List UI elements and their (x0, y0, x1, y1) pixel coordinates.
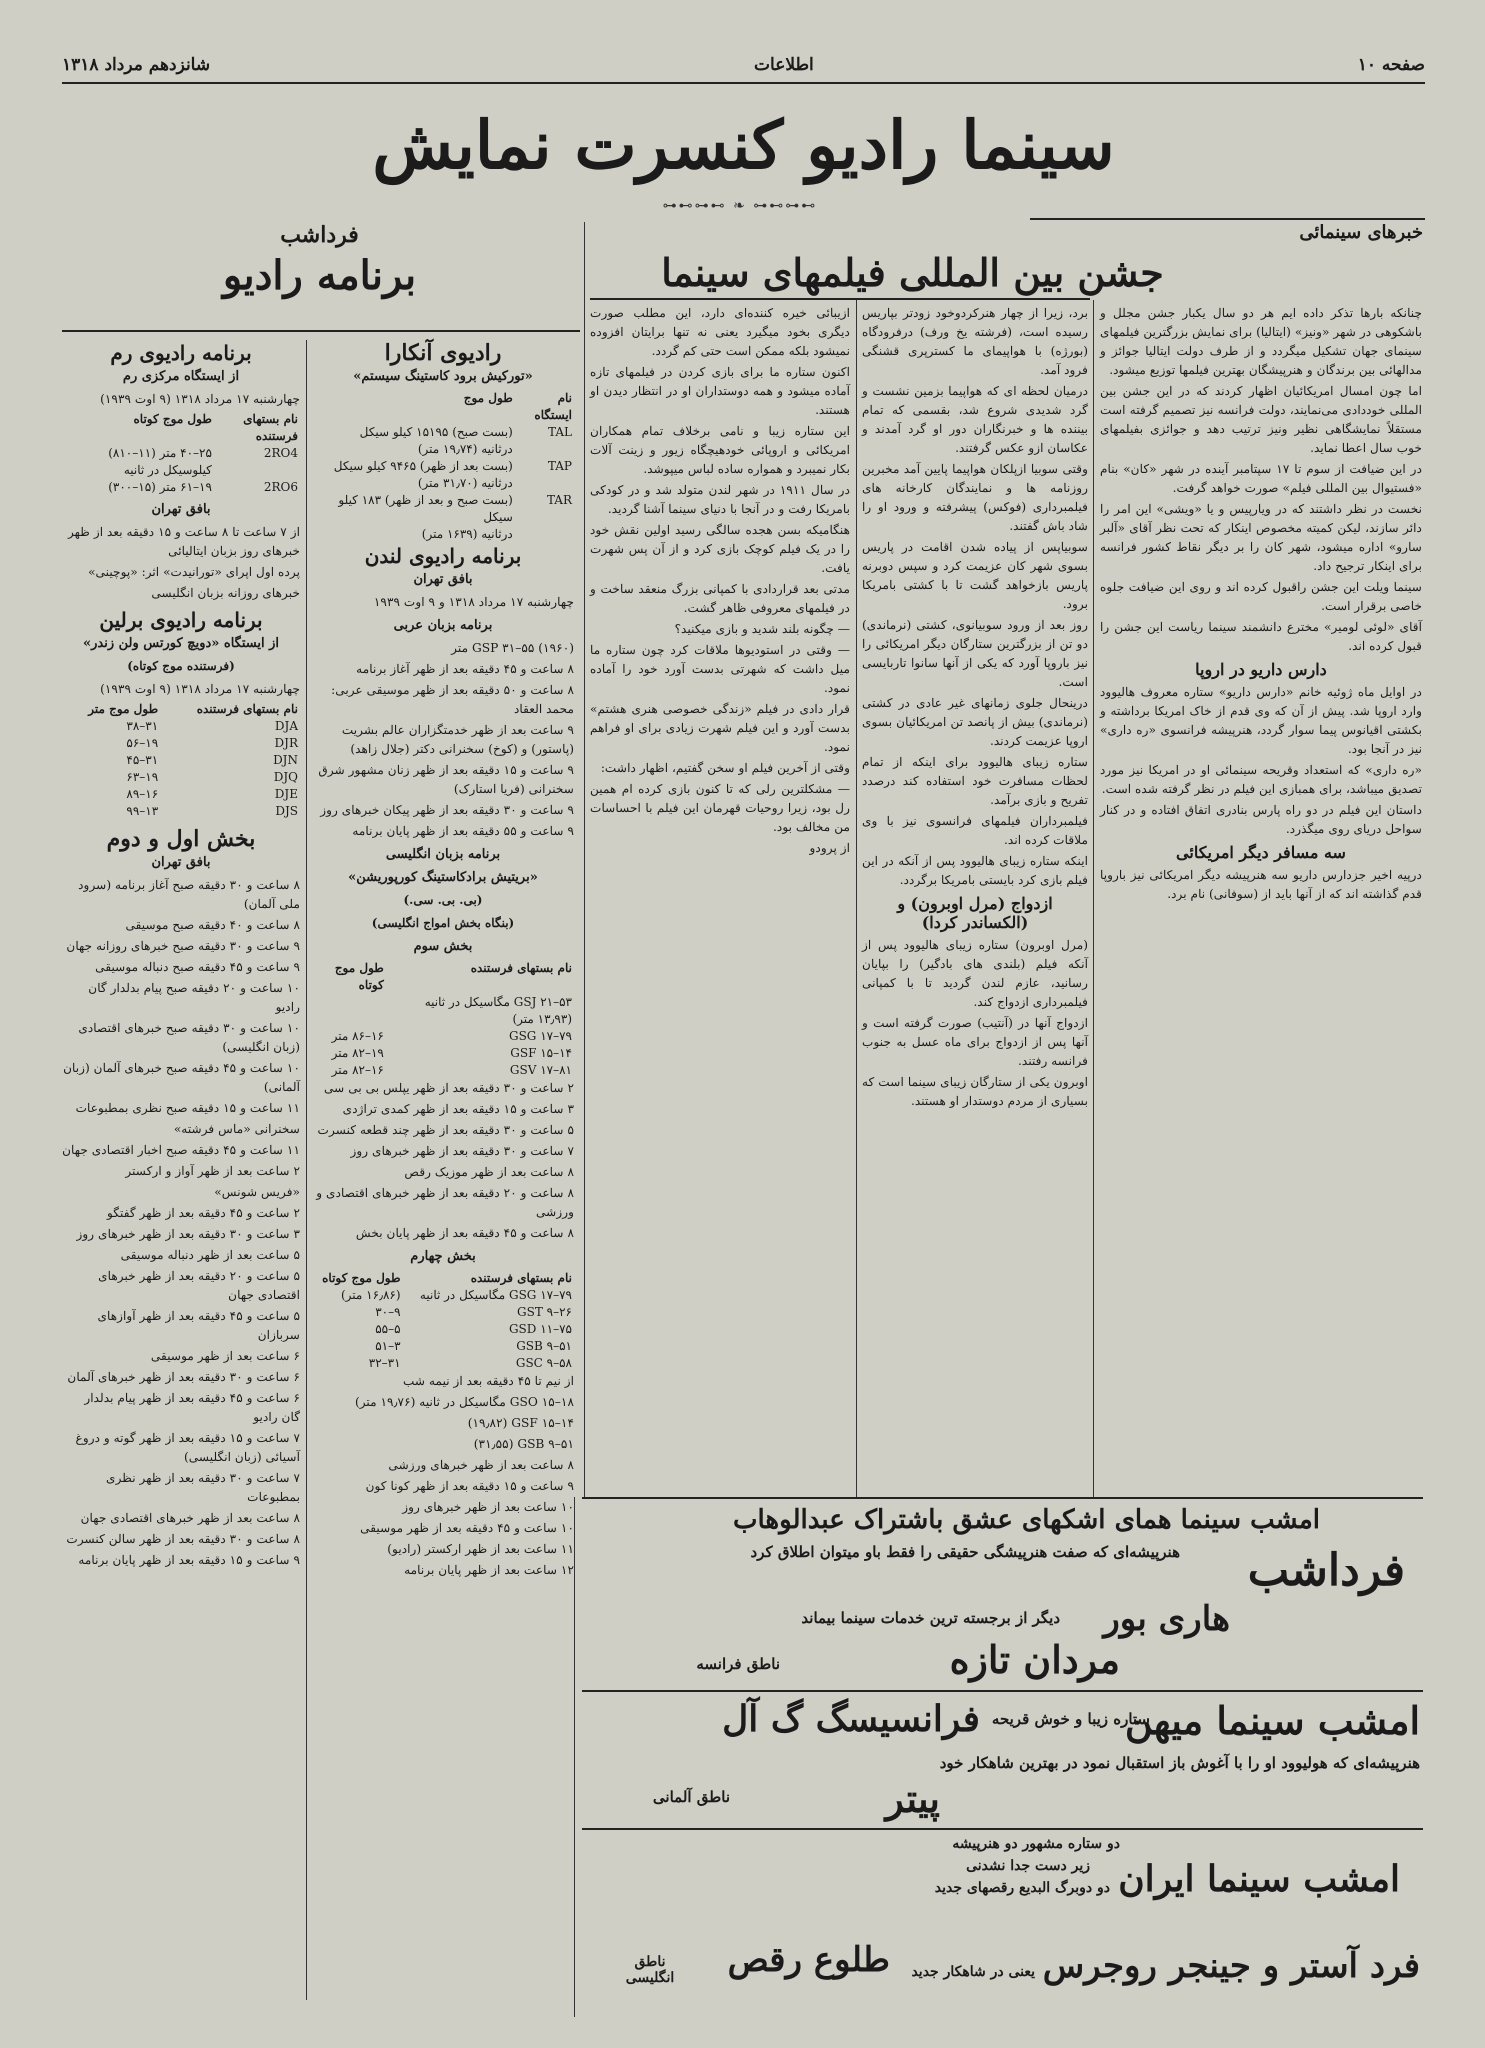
paragraph: قرار دادی در فیلم «زندگی خصوصی هنری هشتم» بدست آورد و این فیلم شهرت زیادی برای او فراهم نمود. (590, 702, 850, 754)
paragraph: سینما ویلت این جشن راقبول کرده اند و روی این ضیافت جلوه خاصی برقرار است. (1100, 580, 1422, 613)
schedule-item: ۹ ساعت و ۳۰ دقیقه صبح خبرهای روزانه جهان (66, 939, 300, 953)
schedule-item: سخنرانی «ماس فرشته» (173, 1122, 300, 1136)
schedule-item: GSO ۱۵–۱۸ مگاسیکل در ثانیه (۱۹٫۷۶ متر) (354, 1395, 574, 1409)
col-head: نام ایستگاه (534, 391, 572, 422)
table-row (312, 1355, 574, 1372)
news-column-1 (1100, 304, 1422, 1494)
table-row (62, 735, 300, 752)
table-row (62, 445, 300, 479)
paragraph: در این ضیافت از سوم تا ۱۷ سپتامبر آینده در شهر «کان» بنام «فستیوال بین المللی فیلم» صورت خواهد گرفت. (1100, 462, 1422, 495)
ad-language: ناطق آلمانی (652, 1788, 730, 1806)
headline-rule (590, 298, 1090, 300)
col-head: نام بستهای فرستنده (196, 702, 298, 716)
schedule-item: ۱۰ ساعت و ۲۰ دقیقه صبح پیام بدلدار گان رادیو (88, 981, 300, 1014)
paragraph: اکنون ستاره ما برای بازی کردن در فیلمهای تازه آماده میشود و همه دوستداران او در انتظار دیدن او هستند. (590, 365, 850, 417)
col-head: طول موج کوتاه (322, 1271, 401, 1285)
table-row (312, 1338, 574, 1355)
table-row (62, 769, 300, 786)
schedule-item: ۸ ساعت و ۴۰ دقیقه صبح موسیقی (125, 918, 300, 932)
freq: (بست صبح و بعد از ظهر) ۱۸۳ کیلو سیکل (338, 493, 513, 524)
paragraph: برد، زیرا از چهار هنرکردوخود زودتر بپاریس رسیده است، (فرشته یخ ورف) درفرودگاه (بورژه) با هواپیمای ما کسترپری قشنگی فرود آمد. (862, 306, 1088, 377)
wavelength: درثانیه (۱۶۳۹ متر) (421, 527, 513, 541)
bbc-label: (بی. بی. سی.) (403, 893, 483, 907)
header-rule (62, 82, 1425, 84)
cinema-homa-ad (590, 1505, 1420, 1685)
col-head: نام بستهای فرستنده (243, 412, 298, 443)
schedule-item: GSP ۳۱–۵۵ (۱۹۶۰) متر (451, 641, 574, 655)
schedule-item: ۹ ساعت و ۱۵ دقیقه بعد از ظهر کونا کون (365, 1479, 574, 1493)
ad-note: دیگر از برجسته ترین خدمات سینما بیماند (801, 1609, 1060, 1627)
part4-title: بخش چهارم (410, 1249, 476, 1264)
column-rule (856, 300, 857, 1497)
radio-date-line: فرداشب (280, 222, 359, 248)
schedule-item: ۱۱ ساعت بعد از ظهر ارکستر (رادیو) (387, 1542, 574, 1556)
table-row (312, 458, 574, 475)
call-sign: 2RO6 (263, 480, 298, 494)
issue-date: شانزدهم مرداد ۱۳۱۸ (62, 55, 211, 75)
ad-film-note: یعنی در شاهکار جدید (911, 1964, 1035, 1980)
ad-stars-line2: زیر دست جدا نشدنی (966, 1858, 1090, 1874)
paragraph: درینحال جلوی زمانهای غیر عادی در کشتی (نرماندی) بیش از پانصد تن امریکائیان بسوی اروپا عزیمت کردند. (862, 696, 1088, 748)
schedule-item: ۹ ساعت بعد از ظهر خدمتگزاران عالم بشریت (پاستور) و (کوخ) سخنرانی دکتر (جلال زاهد) (341, 723, 574, 756)
schedule-item: ۵ ساعت و ۴۵ دقیقه بعد از ظهر آوازهای سربازان (97, 1309, 300, 1342)
paper-name: اطلاعات (754, 55, 814, 75)
schedule-item: ۶ ساعت و ۳۰ دقیقه بعد از ظهر خبرهای آلمان (67, 1370, 300, 1384)
schedule-item: ۸ ساعت و ۲۰ دقیقه بعد از ظهر خبرهای اقتصادی و ورزشی (316, 1186, 574, 1219)
schedule-item: ۷ ساعت و ۳۰ دقیقه بعد از ظهر خبرهای روز (350, 1144, 574, 1158)
schedule-item: ۹ ساعت و ۵۵ دقیقه بعد از ظهر پایان برنامه (352, 824, 574, 838)
paragraph: داستان این فیلم در دو راه پارس بنادری اتفاق افتاده و در کنار سواحل دریای روی میگذرد. (1100, 803, 1422, 836)
station: GSC ۹–۵۸ (515, 1356, 572, 1370)
schedule-item: خبرهای روزانه بزبان انگلیسی (151, 586, 300, 600)
freq: (بست صبح) ۱۵۱۹۵ کیلو سیکل (359, 425, 513, 439)
paragraph: — چگونه بلند شدید و بازی میکنید؟ (674, 622, 850, 636)
station: GSV ۱۷–۸۱ (509, 1063, 572, 1077)
page-number: صفحه ۱۰ (1357, 55, 1425, 75)
schedule-item: ۹ ساعت و ۱۵ دقیقه بعد از ظهر زنان مشهور شرق سخنرانی (فریا استارک) (318, 763, 574, 796)
wavelength: ۱۹–۵۶ (126, 736, 159, 750)
table-row (312, 994, 574, 1028)
wavelength: ۳۱–۴۵ (126, 753, 159, 767)
cinema-iran-ad (590, 1836, 1420, 2026)
ankara-title: رادیوی آنکارا (384, 340, 502, 366)
schedule-item: ۱۰ ساعت بعد از ظهر خبرهای روز (402, 1500, 574, 1514)
table-row (312, 1321, 574, 1338)
table-row (62, 479, 300, 496)
ad-film-title: پیتر (885, 1776, 940, 1821)
wavelength: ۳۱–۳۸ (126, 719, 159, 733)
col-head: طول موج (463, 391, 513, 405)
table-row (62, 803, 300, 820)
station: GSG ۱۷–۷۹ (509, 1029, 572, 1043)
ad-tagline: هنرپیشه‌ای که هولیوود او را با آغوش باز استقبال نمود در بهترین شاهکار خود (939, 1754, 1420, 1772)
col-head: طول موج کوتاه (133, 412, 212, 426)
schedule-item: ۱۲ ساعت بعد از ظهر پایان برنامه (404, 1563, 574, 1577)
schedule-item: ۲ ساعت و ۴۵ دقیقه بعد از ظهر گفتگو (107, 1206, 300, 1220)
schedule-item: ۸ ساعت بعد از ظهر خبرهای اقتصادی جهان (80, 1511, 300, 1525)
schedule-item: ۲ ساعت و ۳۰ دقیقه بعد از ظهر یپلس بی بی سی (323, 1081, 574, 1095)
schedule-item: ۲ ساعت بعد از ظهر آواز و ارکستر (125, 1164, 300, 1178)
column-rule (584, 222, 585, 1497)
paragraph: درپیه اخیر جزدارس داریو سه هنرپیشه دیگر امریکائی نیز باروپا قدم گذاشته اند که از آنها باید از (سوفانی) نام برد. (1100, 868, 1422, 901)
ad-stars-line: دو ستاره مشهور دو هنرپیشه (952, 1836, 1120, 1852)
schedule-item: ۶ ساعت و ۴۵ دقیقه بعد از ظهر پیام بدلدار گان رادیو (84, 1391, 300, 1424)
schedule-item: پرده اول اپرای «تورانیدت» اثر: «پوچینی» (88, 565, 300, 579)
station: GSD ۱۱–۷۵ (508, 1322, 572, 1336)
schedule-item: ۱۱ ساعت و ۴۵ دقیقه صبح اخبار اقتصادی جهان (62, 1143, 300, 1157)
rome-station: از ایستگاه مرکزی رم (122, 369, 240, 384)
wavelength: ۳۱–۳۲ (368, 1356, 401, 1370)
schedule-item: ۵ ساعت و ۳۰ دقیقه بعد از ظهر چند قطعه کنسرت (317, 1123, 574, 1137)
schedule-item: ۱۰ ساعت و ۳۰ دقیقه صبح خبرهای اقتصادی (زبان انگلیسی) (78, 1021, 300, 1054)
schedule-item: ۳ ساعت و ۳۰ دقیقه بعد از ظهر خبرهای روز (76, 1227, 300, 1241)
section-masthead: سینما رادیو کنسرت نمایش (372, 106, 1115, 184)
ankara-sub: «تورکیش برود کاستینگ سیستم» (353, 369, 533, 384)
wavelength: ۹–۳۰ (375, 1305, 401, 1319)
station: GSG ۱۷–۷۹ مگاسیکل در ثانیه (419, 1288, 572, 1302)
schedule-item: ۸ ساعت و ۵۰ دقیقه بعد از ظهر موسیقی عربی: محمد العقاد (331, 683, 574, 716)
paragraph: چنانکه بارها تذکر داده ایم هر دو سال یکبار جشن مجلل و باشکوهی در شهر «ونیز» (ایتالیا) برای نمایش بزرگترین فیلمهای سینمای جهان تشکیل میگردد و از طرف دولت ایتالیا جوائز و مدالهائی بین برندگان و هنرپیشگان بهترین فیلمها توزیع میشود. (1100, 306, 1422, 377)
wavelength: ۳–۵۱ (375, 1339, 401, 1353)
cinema-mihan-ad (590, 1698, 1420, 1821)
radio-title-rule (62, 330, 580, 332)
radio-column-ankara-london (312, 340, 574, 1577)
ad-language: ناطق انگلیسی (625, 1954, 675, 1986)
ad-film-title: طلوع رقص (727, 1940, 890, 1980)
ankara-table (312, 390, 574, 543)
page-header (62, 52, 1425, 78)
station: GSJ ۲۱–۵۳ مگاسیکل در ثانیه (۱۳٫۹۳ متر) (424, 995, 572, 1026)
table-row (312, 424, 574, 441)
table-row (312, 1287, 574, 1304)
london-title: برنامه رادیوی لندن (364, 544, 522, 568)
schedule-item: ۹ ساعت و ۳۰ دقیقه بعد از ظهر پیکان خبرهای روز (320, 803, 574, 817)
paragraph: نخست در نظر داشتند که در ویارپیس و یا «ویشی» این امر را دائر سازند، لیکن کمیته مخصوص اینکار که تحت نظر آقای «آلبر سارو» اداره میشود، شهر کان را بر دیگر نقاط کشور فرانسه برای اینکار ترجیح داد. (1100, 502, 1422, 573)
schedule-item: ۹ ساعت و ۱۵ دقیقه بعد از ظهر پایان برنامه (78, 1553, 300, 1567)
rome-date: چهارشنبه ۱۷ مرداد ۱۳۱۸ (۹ اوت ۱۹۳۹) (100, 392, 300, 406)
ad-divider (582, 1690, 1423, 1692)
schedule-item: ۷ ساعت و ۳۰ دقیقه بعد از ظهر نظری بمطبوعات (106, 1471, 300, 1504)
col-head: طول موج کوتاه (334, 961, 384, 992)
news-top-rule (1030, 218, 1425, 220)
news-subheading: سه مسافر دیگر امریکائی (1176, 843, 1346, 862)
schedule-item: ۸ ساعت و ۴۵ دقیقه بعد از ظهر پایان بخش (355, 1226, 574, 1240)
schedule-item: ۷ ساعت و ۱۵ دقیقه بعد از ظهر گوته و دروغ آسیائی (زبان انگلیسی) (75, 1431, 300, 1464)
news-column-3 (590, 304, 850, 1494)
wavelength (312, 994, 386, 1028)
radio-column-rome-berlin (62, 340, 300, 2030)
rome-table (62, 411, 300, 496)
paragraph: — مشکلترین رلی که تا کنون بازی کرده ام همین رل بود، زیرا روحیات قهرمان این فیلم با احساسات من مخالف بود. (590, 782, 850, 834)
paragraph: فیلمبرداران فیلمهای فرانسوی نیز با وی ملاقات کرده اند. (862, 814, 1088, 847)
ad-tomorrow: فرداشب (1247, 1545, 1405, 1596)
paragraph: اوبرون یکی از ستارگان زیبای سینما است که بسیاری از مردم دوستدار او هستند. (862, 1075, 1088, 1108)
call-sign: 2RO4 (263, 446, 298, 460)
paragraph: آقای «لوئی لومیر» مخترع دانشمند سینما ریاست این جشن را قبول کرده اند. (1100, 620, 1422, 653)
wavelength: ۱۹–۶۳ (126, 770, 159, 784)
wavelength: ۱۶–۸۹ (126, 787, 159, 801)
paragraph: ازیبائی خیره کننده‌ای دارد، این مطلب صورت دیگری بخود میگیرد یعنی نه تنها برایتان افزوده نمیشود بلکه ممکن است حتی کم گردد. (590, 306, 850, 358)
berlin-title: برنامه رادیوی برلین (99, 608, 263, 632)
station: GSB ۹–۵۱ (516, 1339, 572, 1353)
station: GSF ۱۵–۱۴ (510, 1046, 572, 1060)
radio-title: برنامه رادیو (222, 252, 417, 299)
paragraph: روز بعد از ورود سوبیانوی، کشتی (نرماندی) دو تن از بزرگترین ستارگان دیگر امریکائی را نیز باروپا آورد که یکی از آنها سانوا تاربایسی است. (862, 618, 1088, 689)
schedule-item: ۳ ساعت و ۱۵ دقیقه بعد از ظهر کمدی تراژدی (342, 1102, 574, 1116)
call-sign: DJE (274, 787, 298, 801)
schedule-item: ۶ ساعت بعد از ظهر موسیقی (150, 1349, 300, 1363)
schedule-item: ۱۱ ساعت و ۱۵ دقیقه صبح نظری بمطبوعات (75, 1101, 300, 1115)
schedule-item: ۵ ساعت و ۲۰ دقیقه بعد از ظهر خبرهای اقتصادی جهان (98, 1269, 300, 1302)
empire-label: (بنگاه بخش امواج انگلیسی) (371, 916, 515, 930)
wavelength: ۱۶–۸۶ متر (331, 1029, 384, 1043)
schedule-item: ۸ ساعت و ۳۰ دقیقه بعد از ظهر سالن کنسرت (66, 1532, 300, 1546)
paragraph: (مرل اوبرون) ستاره زیبای هالیوود پس از آنکه فیلم (بلندی های بادگیر) را بپایان رسانید، عازم لندن گردید تا با کمپانی فیلمبرداری ازدواج کند. (862, 938, 1088, 1009)
news-subheading: دارس داریو در اروپا (1195, 660, 1327, 679)
english-title: برنامه بزبان انگلیسی (385, 847, 501, 862)
rome-title: برنامه رادیوی رم (110, 341, 252, 365)
part4-table (312, 1270, 574, 1372)
paragraph: این ستاره زیبا و نامی برخلاف تمام همکاران امریکائی و اروپائی خودهیچگاه زیور و زینت آلات بکار نمیبرد و همواره ساده لباس میپوشد. (590, 424, 850, 476)
wavelength: درثانیه (۳۱٫۷۰ متر) (417, 476, 513, 490)
table-row (312, 475, 574, 492)
col-head-unit: متر (88, 702, 105, 716)
schedule-item: ۱۰ ساعت و ۴۵ دقیقه صبح خبرهای آلمان (زبان آلمانی) (63, 1061, 300, 1094)
paragraph: ازدواج آنها در (آنتیب) صورت گرفته است و آنها پس از ازدواج برای ماه عسل به جنوب فرانسه رفتند. (862, 1016, 1088, 1068)
table-row (62, 718, 300, 735)
col-head: نام بستهای فرستنده (470, 961, 572, 975)
schedule-item: ۸ ساعت و ۴۵ دقیقه بعد از ظهر آغاز برنامه (356, 662, 574, 676)
wavelength: ۱۶–۸۲ متر (331, 1063, 384, 1077)
schedule-item: ۸ ساعت بعد از ظهر خبرهای ورزشی (388, 1458, 574, 1472)
rome-tehran: بافق تهران (151, 502, 211, 517)
column-rule (306, 340, 307, 2000)
table-row (312, 1304, 574, 1321)
sections-tehran: بافق تهران (151, 855, 211, 870)
ad-film-title: مردان تازه (949, 1637, 1120, 1682)
ad-cinema-name: امشب سینما میهن (1124, 1698, 1420, 1743)
paragraph: هنگامیکه بسن هجده سالگی رسید اولین نقش خود را در یک فیلم کوچک بازی کرد و از آن پس شهرت یافت. (590, 523, 850, 575)
call-sign: TAL (548, 425, 572, 439)
ads-top-rule (582, 1497, 1423, 1499)
schedule-item: «فریس شونس» (214, 1185, 300, 1199)
berlin-table (62, 701, 300, 820)
wavelength: ۵–۵۵ (375, 1322, 401, 1336)
sections-title: بخش اول و دوم (106, 826, 256, 852)
paragraph: مدتی بعد قراردادی با کمپانی بزرگ منعقد ساخت و در فیلمهای معروفی ظاهر گشت. (590, 582, 850, 615)
paragraph: درمیان لحظه ای که هواپیما بزمین نشست و گرد شدیدی شروع شد، بقسمی که تمام بیننده ها و خبرنگاران دور او گرد آمدند و عکاسان ازو عکس گرفتند. (862, 384, 1088, 455)
paragraph: ستاره زیبای هالیوود برای اینکه از تمام لحظات مسافرت خود استفاده کند درصدد تفریح و بازی برآمد. (862, 755, 1088, 807)
wavelength: ۱۹–۶۱ متر (۱۵–۳۰۰) (108, 480, 212, 494)
news-column-2 (862, 304, 1088, 1494)
english-sub: «بریتیش برادکاستینگ کورپوریشن» (348, 870, 538, 885)
table-row (312, 1045, 574, 1062)
col-head (62, 701, 160, 718)
schedule-item: ۱۰ ساعت و ۴۵ دقیقه بعد از ظهر موسیقی (360, 1521, 574, 1535)
paragraph: وقتی از آخرین فیلم او سخن گفتیم، اظهار داشت: (600, 761, 850, 775)
berlin-station: از ایستگاه «دویچ کورتس ولن زندر» (82, 636, 280, 651)
wavelength: (۱۶٫۸۶ متر) (341, 1288, 401, 1302)
call-sign: DJQ (273, 770, 298, 784)
ad-language: ناطق فرانسه (696, 1655, 780, 1673)
berlin-sub: (فرستنده موج کوتاه) (127, 659, 235, 673)
paragraph: «ره داری» که استعداد وقریحه سینمائی او در امریکا نیز مورد تصدیق میباشد، برای همبازی این فیلم در نظر گرفته شده است. (1100, 763, 1422, 796)
table-row (312, 441, 574, 458)
wavelength: درثانیه (۱۹٫۷۴ متر) (417, 442, 513, 456)
paragraph: در سال ۱۹۱۱ در شهر لندن متولد شد و در کودکی بامریکا رفت و در آنجا با دنیای سینما آشنا گردید. (590, 483, 850, 516)
paragraph: اما چون امسال امریکائیان اظهار کردند که در این جشن بین المللی خوددادی می‌نمایند، دولت فرانسه نیز تصمیم گرفته است مستقلاً نمایشگاهی نظیر ونیز ترتیب دهد و جوائزی بفیلمهای خوب سال اعطا نماید. (1100, 384, 1422, 455)
schedule-item: ۹ ساعت و ۴۵ دقیقه صبح دنباله موسیقی (95, 960, 300, 974)
part3-title: بخش سوم (413, 939, 473, 954)
news-kicker: خبرهای سینمائی (1299, 222, 1423, 243)
ad-stars-line3: دو دوبرگ البدیع رقصهای جدید (934, 1880, 1110, 1896)
call-sign: DJS (275, 804, 298, 818)
ad-headline: امشب سینما همای اشکهای عشق باشتراک عبدالوهاب (733, 1505, 1320, 1535)
paragraph: از پرودو (809, 841, 850, 855)
ad-actor: هاری بور (1103, 1599, 1230, 1639)
station: GST ۹–۲۶ (517, 1305, 572, 1319)
call-sign: TAP (547, 459, 572, 473)
freq: (بست بعد از ظهر) ۹۴۶۵ کیلو سیکل (333, 459, 513, 473)
schedule-item: از ۷ ساعت تا ۸ ساعت و ۱۵ دقیقه بعد از ظهر خبرهای روز بزبان ایتالیائی (67, 525, 300, 558)
part3-table (312, 960, 574, 1079)
table-row (62, 786, 300, 803)
wavelength: ۱۹–۸۲ متر (331, 1046, 384, 1060)
schedule-item: ۵ ساعت بعد از ظهر دنباله موسیقی (120, 1248, 300, 1262)
ad-divider (582, 1828, 1423, 1830)
table-row (312, 526, 574, 543)
call-sign: DJN (273, 753, 298, 767)
ad-star-names: فرد آستر و جینجر روجرس (1042, 1946, 1420, 1986)
london-date: چهارشنبه ۱۷ مرداد ۱۳۱۸ و ۹ اوت ۱۹۳۹ (373, 595, 574, 609)
ornament-divider: ⊶⊷⊶⊷ ❧ ⊶⊷⊶⊷ (662, 198, 818, 214)
table-row (312, 1028, 574, 1045)
arabic-title: برنامه بزبان عربی (393, 618, 493, 633)
column-rule (574, 1497, 575, 2017)
wavelength: ۱۳–۹۹ (126, 804, 159, 818)
paragraph: سوبیاپس از پیاده شدن اقامت در پاریس بسوی شهر کان عزیمت کرد و سپس دوبرنه پاریس بازخواهد گشت تا با کشتی بامریکا برود. (862, 540, 1088, 611)
ad-star-note: ستاره زیبا و خوش قریحه (991, 1710, 1150, 1728)
paragraph: در اوایل ماه ژوئیه خانم «دارس داریو» ستاره معروف هالیوود وارد اروپا شد. پیش از آن که وی قدم از خاک امریکا برداشته و بکشتی اقیانوس پیما سوار گردد، هنرپیشه فرانسوی «ره داری» نیز در آنجا بود. (1100, 685, 1422, 756)
column-rule (1093, 300, 1094, 1497)
schedule-item: ۸ ساعت بعد از ظهر موزیک رقص (404, 1165, 574, 1179)
call-sign: TAR (546, 493, 572, 507)
call-sign: DJR (274, 736, 298, 750)
paragraph: اینکه ستاره زیبای هالیوود پس از آنکه در این فیلم بازی کرد بایستی بامریکا برگردد. (862, 854, 1088, 887)
paragraph: وقتی سوبیا ازپلکان هواپیما پایین آمد مخبرین روزنامه ها و نمایندگان کارخانه های فیلمبرداری (فوکس) پیشرفته و ورود او را شاد باش گفتند. (862, 462, 1088, 533)
schedule-item: از نیم تا ۴۵ دقیقه بعد از نیمه شب (402, 1374, 574, 1388)
wavelength: ۲۵–۴۰ متر (۱۱–۸۱۰) کیلوسیکل در ثانیه (108, 446, 212, 477)
ad-star-name: فرانسیسگ گ آل (722, 1698, 980, 1740)
news-subheading: ازدواج (مرل اوبرون) و (الکساندر کردا) (897, 894, 1053, 932)
table-row (312, 1062, 574, 1079)
paragraph: — وقتی در استودیوها ملاقات کرد چون ستاره ما میل داشت که شهرتی بدست آورد خود را آماده نمود. (590, 643, 850, 695)
schedule-item: ۸ ساعت و ۳۰ دقیقه صبح آغاز برنامه (سرود ملی آلمان) (78, 878, 300, 911)
call-sign: DJA (274, 719, 298, 733)
table-row (312, 492, 574, 526)
ad-cinema-name: امشب سینما ایران (1118, 1858, 1400, 1900)
col-head: نام بستهای فرستنده (470, 1271, 572, 1285)
col-head-wave: طول موج (109, 702, 159, 716)
ad-tagline: هنرپیشه‌ای که صفت هنرپیشگی حقیقی را فقط باو میتوان اطلاق کرد (750, 1543, 1180, 1561)
table-row (62, 752, 300, 769)
london-tehran: بافق تهران (413, 572, 473, 587)
schedule-item: GSB ۹–۵۱ (۳۱٫۵۵) (473, 1437, 574, 1451)
berlin-date: چهارشنبه ۱۷ مرداد ۱۳۱۸ (۹ اوت ۱۹۳۹) (100, 682, 300, 696)
schedule-item: GSF ۱۵–۱۴ (۱۹٫۸۲) (467, 1416, 574, 1430)
news-headline: جشن بین المللی فیلمهای سینما (661, 250, 1164, 295)
